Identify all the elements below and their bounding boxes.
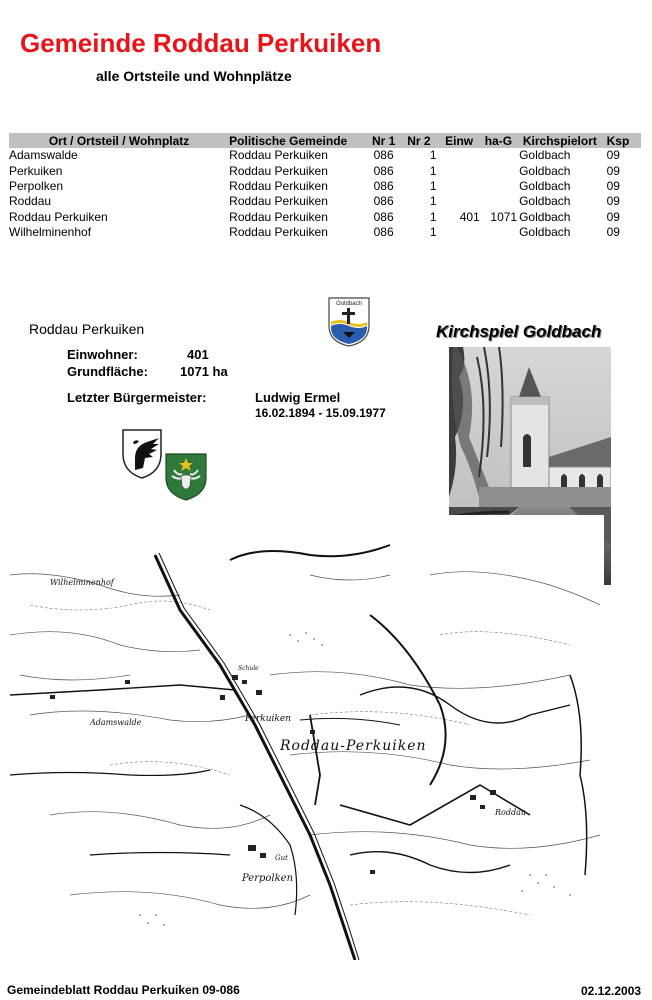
map-label-schule: Schule xyxy=(238,665,259,672)
table-cell: Adamswalde xyxy=(9,148,78,163)
table-cell: Goldbach xyxy=(519,163,571,178)
table-cell: 086 xyxy=(373,178,394,193)
residents-label: Einwohner: xyxy=(67,347,138,362)
eagle-shield-icon xyxy=(121,428,163,480)
table-row xyxy=(9,225,641,240)
table-cell xyxy=(480,163,517,178)
table-cell: 1 xyxy=(429,148,437,163)
goldbach-crest-icon xyxy=(327,296,371,348)
residents-value: 401 xyxy=(187,347,209,362)
table-row xyxy=(9,194,641,209)
column-header: Einw xyxy=(439,133,480,148)
table-cell: Roddau Perkuiken xyxy=(229,178,328,193)
table-cell: Roddau Perkuiken xyxy=(229,225,328,240)
table-cell xyxy=(439,179,480,194)
table-row xyxy=(9,163,641,178)
table-cell: Roddau xyxy=(9,194,52,209)
table-cell: 1 xyxy=(429,194,437,209)
table-cell: Perpolken xyxy=(9,178,64,193)
table-row xyxy=(9,148,641,163)
table-cell xyxy=(480,179,517,194)
table-cell: 086 xyxy=(373,209,394,224)
table-cell: Perkuiken xyxy=(9,163,63,178)
column-header: ha-G xyxy=(480,133,517,148)
table-cell: 1071 xyxy=(490,209,518,224)
table-cell: 09 xyxy=(606,148,620,163)
table-cell: 09 xyxy=(606,209,620,224)
table-cell: 1 xyxy=(429,163,437,178)
table-row xyxy=(9,179,641,194)
mayor-label: Letzter Bürgermeister: xyxy=(67,390,207,405)
footer-document-id: Gemeindeblatt Roddau Perkuiken 09-086 xyxy=(7,983,240,997)
places-table xyxy=(9,133,641,240)
table-cell: 086 xyxy=(373,194,394,209)
table-cell: 09 xyxy=(606,178,620,193)
table-cell: Goldbach xyxy=(519,194,571,209)
elk-shield-icon xyxy=(164,452,208,502)
table-cell: 086 xyxy=(373,163,394,178)
page-title: Gemeinde Roddau Perkuiken xyxy=(20,28,382,58)
map-label-perpolken: Perpolken xyxy=(242,873,294,884)
table-cell: Goldbach xyxy=(519,225,571,240)
column-header: Ksp xyxy=(601,133,641,148)
table-cell: Goldbach xyxy=(519,148,571,163)
table-cell xyxy=(439,148,480,163)
map-label-roddau-perkuiken: Roddau-Perkuiken xyxy=(280,738,427,754)
map-label-wilhelminenhof: Wilhelminenhof xyxy=(50,578,114,587)
column-header: Ort / Ortsteil / Wohnplatz xyxy=(9,133,229,148)
table-cell: 401 xyxy=(459,209,480,224)
table-cell xyxy=(439,163,480,178)
crest-label: Goldbach xyxy=(336,301,362,307)
table-cell: Goldbach xyxy=(519,209,571,224)
table-cell: 09 xyxy=(606,225,620,240)
table-cell: Wilhelminenhof xyxy=(9,225,92,240)
map-label-adamswalde: Adamswalde xyxy=(90,718,142,727)
table-cell: 1 xyxy=(429,209,437,224)
area-value: 1071 ha xyxy=(180,364,228,379)
table-cell xyxy=(439,225,480,240)
table-cell: Goldbach xyxy=(519,178,571,193)
footer-date: 02.12.2003 xyxy=(581,984,642,998)
column-header: Nr 2 xyxy=(401,133,438,148)
page-subtitle: alle Ortsteile und Wohnplätze xyxy=(96,68,292,84)
table-cell: 086 xyxy=(373,225,394,240)
table-cell: Roddau Perkuiken xyxy=(229,194,328,209)
column-header: Politische Gemeinde xyxy=(229,133,366,148)
mayor-dates: 16.02.1894 - 15.09.1977 xyxy=(255,406,386,420)
table-header-row xyxy=(9,133,641,148)
table-cell: 1 xyxy=(429,225,437,240)
parish-title: Kirchspiel Goldbach xyxy=(436,322,602,341)
table-cell: Roddau Perkuiken xyxy=(9,209,108,224)
historical-map xyxy=(10,515,604,960)
community-name: Roddau Perkuiken xyxy=(29,321,145,337)
table-cell: 09 xyxy=(606,194,620,209)
table-cell xyxy=(439,194,480,209)
map-label-gut: Gut xyxy=(275,854,288,862)
table-cell xyxy=(480,225,517,240)
map-label-roddau: Roddau xyxy=(495,808,527,817)
table-cell: 1 xyxy=(429,178,437,193)
column-header: Kirchspielort xyxy=(517,133,601,148)
map-label-perkuiken: Perkuiken xyxy=(245,714,291,724)
area-label: Grundfläche: xyxy=(67,364,148,379)
table-cell: 09 xyxy=(606,163,620,178)
table-cell: 086 xyxy=(373,148,394,163)
table-cell xyxy=(480,194,517,209)
table-row xyxy=(9,210,641,225)
table-cell: Roddau Perkuiken xyxy=(229,163,328,178)
table-cell: Roddau Perkuiken xyxy=(229,209,328,224)
mayor-name: Ludwig Ermel xyxy=(255,390,341,405)
table-cell xyxy=(480,148,517,163)
column-header: Nr 1 xyxy=(366,133,401,148)
table-cell: Roddau Perkuiken xyxy=(229,148,328,163)
